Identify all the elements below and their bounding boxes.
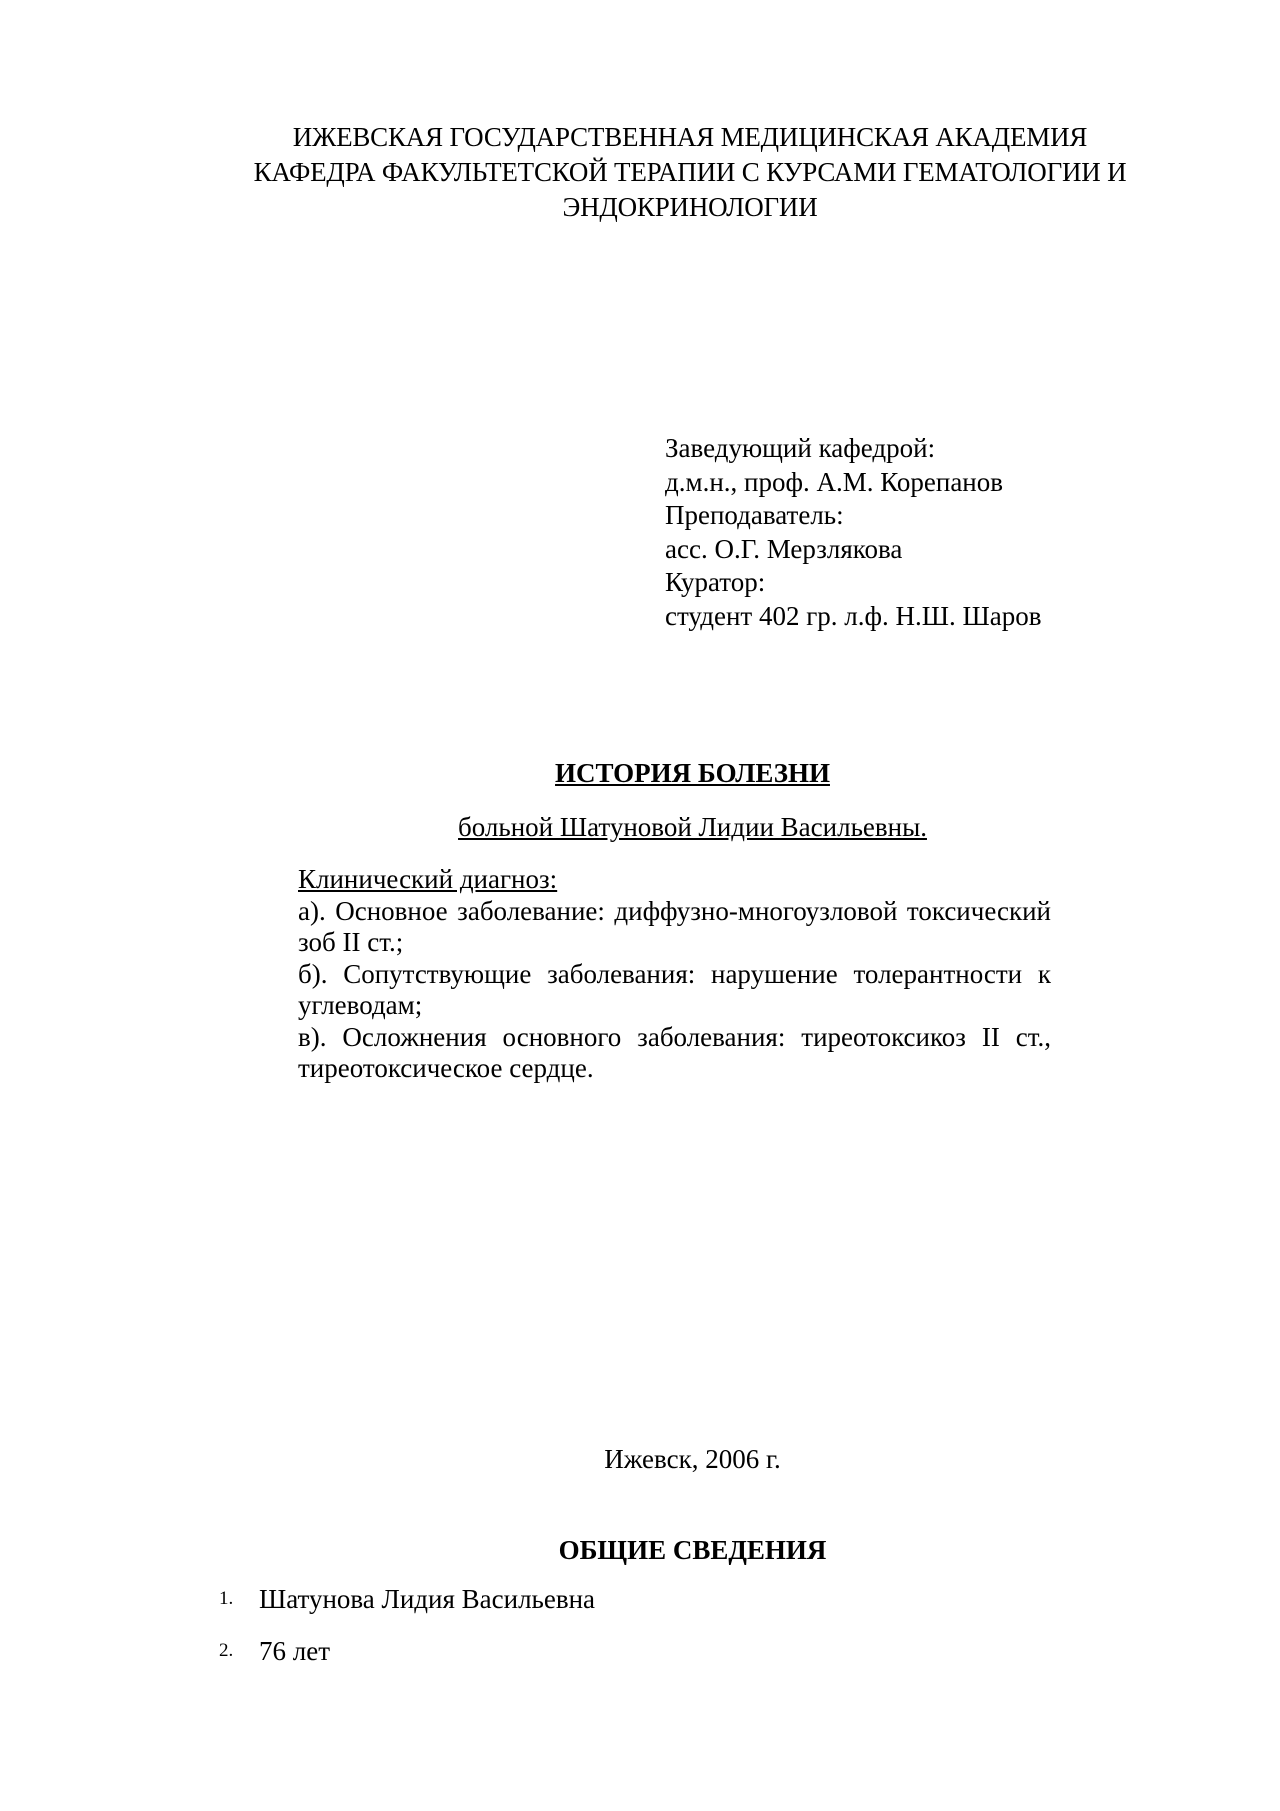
teacher-name: асс. О.Г. Мерзлякова — [665, 533, 903, 564]
general-info-title: ОБЩИЕ СВЕДЕНИЯ — [558, 1535, 827, 1565]
list-item-value: 76 лет — [259, 1636, 331, 1666]
city-date: Ижевск, 2006 г. — [604, 1444, 781, 1474]
list-item-number: 2. — [219, 1640, 234, 1661]
list-item-number: 1. — [219, 1588, 234, 1609]
diagnosis-complications: в). Осложнения основного заболевания: тиреотоксикоз II ст., тиреотоксическое сердце. — [298, 1021, 1051, 1083]
teacher-label: Преподаватель: — [665, 500, 844, 530]
curator-label: Куратор: — [665, 567, 766, 597]
list-item-value: Шатунова Лидия Васильевна — [259, 1584, 596, 1614]
clinical-diagnosis — [298, 864, 1051, 1085]
header-line-department: КАФЕДРА ФАКУЛЬТЕТСКОЙ ТЕРАПИИ С КУРСАМИ ГЕМАТОЛОГИИ И — [253, 157, 1127, 187]
header-line-academy: ИЖЕВСКАЯ ГОСУДАРСТВЕННАЯ МЕДИЦИНСКАЯ АКАДЕМИЯ — [292, 122, 1088, 152]
staff-block — [665, 432, 1041, 633]
header-line-department-cont: ЭНДОКРИНОЛОГИИ — [562, 192, 818, 222]
curator-name: студент 402 гр. л.ф. Н.Ш. Шаров — [665, 600, 1042, 631]
head-of-department-name: д.м.н., проф. А.М. Корепанов — [665, 466, 1004, 497]
diagnosis-concomitant: б). Сопутствующие заболевания: нарушение толерантности к углеводам; — [298, 958, 1051, 1020]
institution-header — [150, 120, 1230, 225]
diagnosis-main: а). Основное заболевание: диффузно-многоузловой токсический зоб II ст.; — [298, 895, 1051, 957]
patient-name-line: больной Шатуновой Лидии Васильевны. — [458, 812, 927, 842]
diagnosis-heading: Клинический диагноз: — [298, 864, 558, 894]
head-of-department-label: Заведующий кафедрой: — [665, 433, 936, 463]
document-title: ИСТОРИЯ БОЛЕЗНИ — [555, 758, 830, 788]
